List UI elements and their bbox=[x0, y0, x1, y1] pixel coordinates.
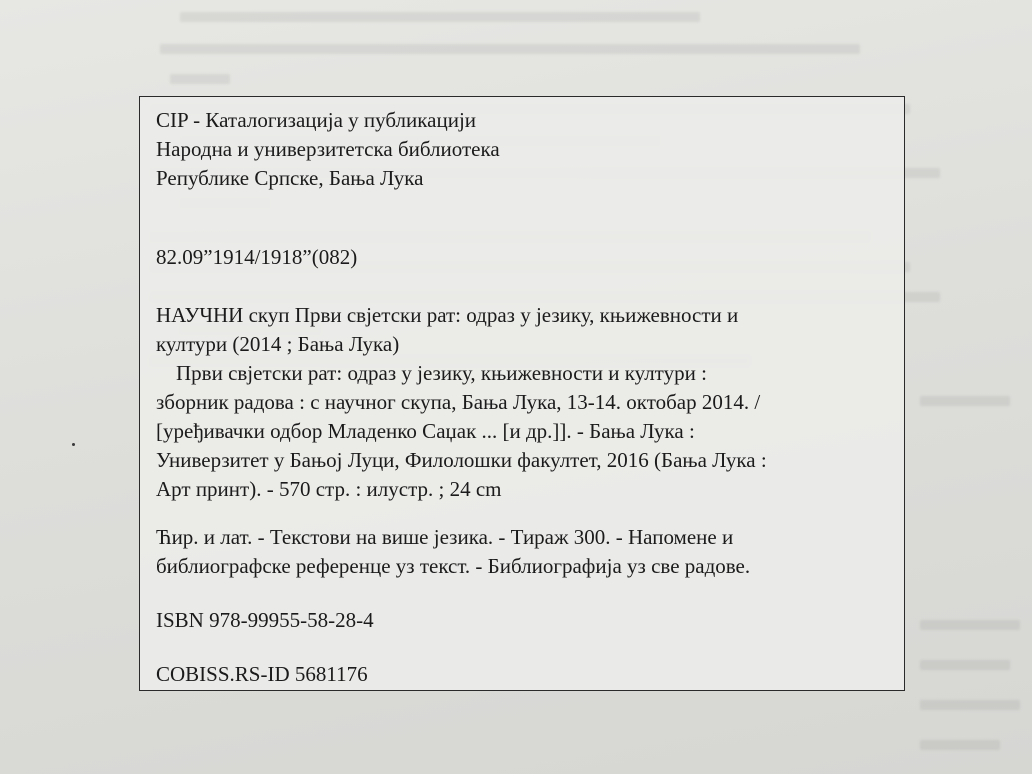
cip-header-line-2: Народна и универзитетска библиотека bbox=[156, 137, 500, 161]
description-line-4: Универзитет у Бањој Луци, Филолошки факултет, 2016 (Бања Лука : bbox=[156, 448, 767, 472]
cip-header-line-1: CIP - Каталогизација у публикацији bbox=[156, 108, 477, 132]
description-line-1: Први свјетски рат: одраз у језику, књижевности и култури : bbox=[176, 361, 707, 385]
main-entry-line-1: НАУЧНИ скуп Први свјетски рат: одраз у језику, књижевности и bbox=[156, 303, 739, 327]
main-entry-line-2: култури (2014 ; Бања Лука) bbox=[156, 332, 400, 356]
cip-header-line-3: Републике Српске, Бања Лука bbox=[156, 166, 424, 190]
notes-line-2: библиографске референце уз текст. - Библиографија уз све радове. bbox=[156, 554, 751, 578]
cobiss-id: COBISS.RS-ID 5681176 bbox=[156, 662, 368, 686]
description-line-3: [уређивачки одбор Младенко Саџак ... [и др.]]. - Бања Лука : bbox=[156, 419, 695, 443]
ink-speck bbox=[72, 443, 75, 446]
udc-classification: 82.09”1914/1918”(082) bbox=[156, 245, 358, 269]
description-line-2: зборник радова : с научног скупа, Бања Лука, 13-14. октобар 2014. / bbox=[156, 390, 761, 414]
cip-record-box bbox=[139, 96, 905, 691]
notes-line-1: Ћир. и лат. - Текстови на више језика. - Тираж 300. - Напомене и bbox=[156, 525, 734, 549]
description-line-5: Арт принт). - 570 стр. : илустр. ; 24 cm bbox=[156, 477, 502, 501]
isbn: ISBN 978-99955-58-28-4 bbox=[156, 608, 374, 632]
